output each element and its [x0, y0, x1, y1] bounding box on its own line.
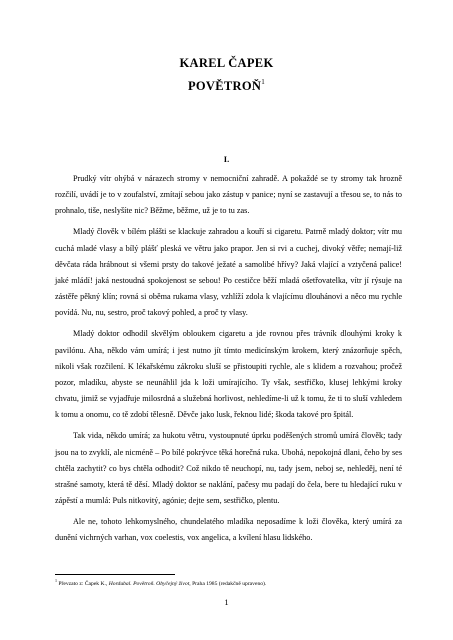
author-heading: KAREL ČAPEK: [179, 56, 274, 70]
footnote-book-title: Hordubal. Povětroň. Obyčejný život: [108, 580, 190, 587]
footnote-divider: [55, 574, 175, 575]
footnote-marker: 1: [55, 578, 57, 583]
footnote: [55, 577, 402, 588]
story-title-text: POVĚTROŇ: [187, 79, 262, 94]
story-title: [0, 79, 453, 94]
paragraph: Mladý člověk v bílém plášti se klackuje zahradou a kouří si cigaretu. Patrně mladý doktor; vítr mu cuchá mladé vlasy a bílý plášť pleská ve větru jako prapor. Jen si rvi a cuchej, divoký větře; nemají-liž děvčata ráda hrábnout si všemi prsty do takové ježaté a samolibé hřívy? Jaká vlající a vztyčená palice! jaké mládí! jaká nestoudná spokojenost se sebou! Po cestičce běží mladá ošetřovatelka, vítr jí rýsuje na zástěře pěkný klín; rovná si oběma rukama vlasy, vzhlíží zdola k vlajícímu dlouhánovi a něco mu rychle povídá. Nu, nu, sestro, proč takový pohled, a proč ty vlasy.: [55, 227, 402, 318]
paragraph: Mladý doktor odhodil skvělým obloukem cigaretu a jde rovnou přes trávník dlouhými kroky k pavilónu. Aha, někdo vám umírá; i jest nutno jít tímto medicínským krokem, který znázorňuje spěch, nikoli však rozčilení. K lékařskému zákroku sluší se přistoupiti rychle, ale s klidem a rozvahou; pročež pozor, mladíku, abyste se neunáhlil jda k loži umírajícího. Ty však, sestřičko, klusej lehkými kroky chvatu, jimiž se vyjadřuje milosrdná a služebná horlivost, nehledíme-li už k tomu, že ti to sluší vzhledem k tomu a onomu, co tě zdobí tělesně. Děvče jako lusk, řeknou lidé; škoda takové pro špitál.: [55, 329, 402, 420]
paragraph: Ale ne, tohoto lehkomyslného, chundelatého mladíka neposadíme k loži člověka, který umírá za dunění vichrných varhan, vox coelestis, vox angelica, a kvílení hlasu lidského.: [55, 517, 402, 543]
paragraph: Prudký vítr ohýbá v nárazech stromy v nemocniční zahradě. A pokaždé se ty stromy tak hrozně rozčilí, uvádí je to v zoufalství, zmítají sebou jako zástup v panice; nyní se zastavují a třesou se, to nás to prohnalo, tiše, neslyšíte nic? Běžme, běžme, už je to tu zas.: [55, 174, 402, 216]
footnote-text: Převzato z: Čapek K.,: [57, 580, 109, 587]
body-text: [55, 171, 402, 551]
page-number: 1: [224, 597, 229, 607]
chapter-heading: I.: [223, 154, 230, 164]
title-footnote-marker: 1: [261, 78, 266, 86]
paragraph: Tak vida, někdo umírá; za hukotu větru, vystoupnuté úprku poděšených stromů umírá člověk; tady jsou na to zvyklí, ale nicméně – Po bílé pokrývce těká horečná ruka. Ubohá, nepokojná dlani, čeho by ses chtěla zachytit? co bys chtěla odhodit? Což nikdo tě neuchopí, nu, tady jsem, neboj se, nehleděj, není té strašné samoty, která tě děsí. Mladý doktor se naklání, pačesy mu padají do čela, bere tu hledající ruku v zápěstí a mumlá: Puls nitkovitý, agónie; dejte sem, sestřičko, plentu.: [55, 431, 402, 505]
footnote-text-end: , Praha 1985 (redakčně upraveno).: [189, 580, 267, 587]
